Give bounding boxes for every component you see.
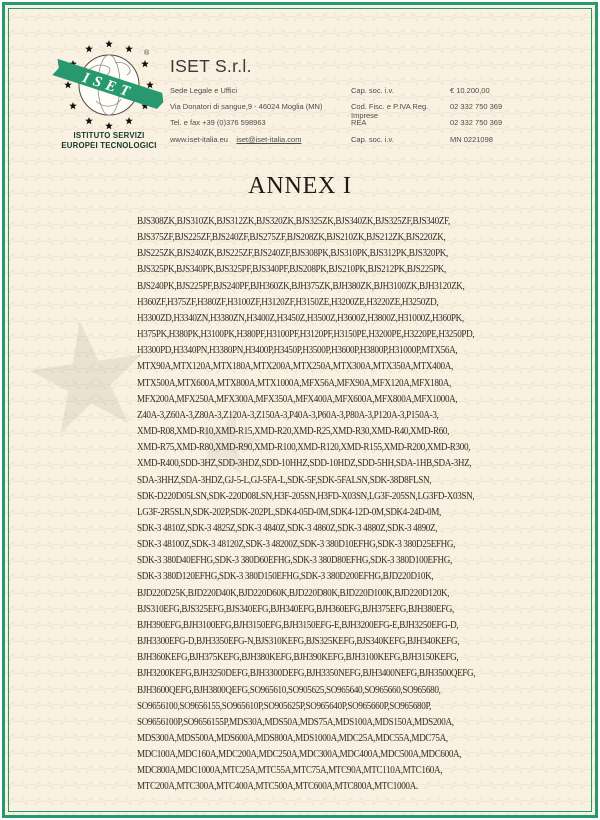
annex-line: BJS225ZK,BJS240ZK,BJS225ZF,BJS240ZF,BJS308PK,BJS310PK,BJS312PK,BJS320PK, [137,248,448,260]
annex-line: BJS240PK,BJS225PF,BJS240PF,BJH360ZK,BJH375ZK,BJH380ZK,BJH3100ZK,BJH3120ZK, [137,280,465,292]
annex-line: H360ZF,H375ZF,H380ZF,H3100ZF,H3120ZF,H3150ZE,H3200ZE,H3220ZE,H3250ZD, [137,296,439,308]
annex-line: LG3F-2R5SLN,SDK-202P,SDK-202PL,SDK4-05D-0M,SDK4-12D-0M,SDK4-24D-0M, [137,506,441,518]
rea-value: 02 332 750 369 [450,118,503,128]
company-info-grid [170,86,578,151]
annex-line: SDA-3HHZ,SDA-3HDZ,GJ-5-L,GJ-5FA-L,SDK-5F,SDK-5FALSN,SDK-38D8FLSN, [137,474,432,486]
annex-line: BJH3600QEFG,BJH3800QEFG,SO965610,SO905625,SO965640,SO965660,SO965680, [137,684,441,696]
rea-label: REA [351,118,367,128]
annex-model-list [137,214,493,796]
registered-trademark-symbol: ® [144,50,150,57]
annex-line: SO9656100,SO9656155,SO965610P,SO905625P,SO965640P,SO965660P,SO965680P, [137,700,432,712]
annex-line: BJS375ZF,BJS225ZF,BJS240ZF,BJS275ZF,BJS208ZK,BJS210ZK,BJS212ZK,BJS220ZK, [137,232,446,244]
annex-line: BJS325PK,BJS340PK,BJS325PF,BJS340PF,BJS208PK,BJS210PK,BJS212PK,BJS225PK, [137,264,446,276]
logo-caption [41,131,177,150]
email-link[interactable]: iset@iset-italia.com [236,134,302,144]
registry-value: MN 0221098 [450,134,493,144]
registry-label: Cap. soc. i.v. [351,134,394,144]
annex-line: BJS308ZK,BJS310ZK,BJS312ZK,BJS320ZK,BJS325ZK,BJS340ZK,BJS325ZF,BJS340ZF, [137,216,450,227]
annex-line: H375PK,H380PK,H3100PK,H380PF,H3100PF,H3120PF,H3150PE,H3200PE,H3220PE,H3250PD, [137,329,475,341]
company-logo [49,39,169,150]
annex-line: SDK-3 380D40EFHG,SDK-3 380D60EFHG,SDK-3 380D80EFHG,SDK-3 380D100EFHG, [137,555,452,567]
annex-line: Z40A-3,Z60A-3,Z80A-3,Z120A-3,Z150A-3,P40A-3,P60A-3,P80A-3,P120A-3,P150A-3, [137,409,439,421]
logo-caption-line1: ISTITUTO SERVIZI [73,131,145,140]
fiscal-label: Cod. Fisc. e P.IVA Reg. Imprese [351,102,429,121]
annex-line: BJH360KEFG,BJH375KEFG,BJH380KEFG,BJH390KEFG,BJH3100KEFG,BJH3150KEFG, [137,652,459,664]
annex-line: SDK-3 4810Z,SDK-3 4825Z,SDK-3 4840Z,SDK-3 4860Z,SDK-3 4880Z,SDK-3 4890Z, [137,522,438,534]
annex-line: MTX500A,MTX600A,MTX800A,MTX1000A,MFX56A,MFX90A,MFX120A,MFX180A, [137,377,451,389]
annex-line: BJH3200KEFG,BJH3250DEFG,BJH3300DEFG,BJH3350NEFG,BJH3400NEFG,BJH3500QEFG, [137,668,476,680]
annex-line: MFX200A,MFX250A,MFX300A,MFX350A,MFX400A,MFX600A,MFX800A,MFX1000A, [137,393,458,405]
info-row [170,118,578,134]
website-link[interactable]: www.iset-italia.eu [170,134,228,144]
info-row [170,86,578,102]
annex-line: BJH390EFG,BJH3100EFG,BJH3150EFG,BJH3150EFG-E,BJH3200EFG-E,BJH3250EFG-D, [137,619,459,631]
company-name: ISET S.r.l. [170,56,252,76]
annex-line: MDC100A,MDC160A,MDC200A,MDC250A,MDC300A,MDC400A,MDC500A,MDC600A, [137,749,462,761]
address-text: Via Donatori di sangue,9 - 46024 Moglia (MN) [170,102,323,112]
annex-line: XMD-R08,XMD-R10,XMD-R15,XMD-R20,XMD-R25,XMD-R30,XMD-R40,XMD-R60, [137,426,450,438]
annex-line: H3300ZD,H3340ZN,H3380ZN,H3400Z,H3450Z,H3500Z,H3600Z,H3800Z,H31000Z,H360PK, [137,312,464,324]
annex-line: SO9656100P,SO9656155P,MDS30A,MDS50A,MDS75A,MDS100A,MDS150A,MDS200A, [137,716,454,728]
document-page [2,2,598,818]
annex-line: BJS310EFG,BJS325EFG,BJS340EFG,BJH340EFG,BJH360EFG,BJH375EFG,BJH380EFG, [137,603,454,615]
star-watermark [21,313,154,446]
annex-line: XMD-R400,SDD-3HZ,SDD-3HDZ,SDD-10HHZ,SDD-10HDZ,SDD-5HH,SDA-1HB,SDA-3HZ, [137,458,472,470]
phone-text: Tel. e fax +39 (0)376 598963 [170,118,266,128]
annex-line: SDK-3 380D120EFHG,SDK-3 380D150EFHG,SDK-3 380D200EFHG,BJD220D10K, [137,571,434,583]
capital-label: Cap. soc. i.v. [351,86,394,95]
info-row [170,102,578,121]
annex-line: MDS300A,MDS500A,MDS600A,MDS800A,MDS1000A,MDC25A,MDC55A,MDC75A, [137,733,448,744]
annex-line: MDC800A,MDC1000A,MTC25A,MTC55A,MTC75A,MTC90A,MTC110A,MTC160A, [137,765,443,777]
annex-title: ANNEX I [248,173,352,199]
annex-line: SDK-D220D05LSN,SDK-220D08LSN,H3F-205SN,H3FD-X03SN,LG3F-205SN,LG3FD-X03SN, [137,490,475,502]
annex-line: BJD220D25K,BJD220D40K,BJD220D60K,BJD220D80K,BJD220D100K,BJD220D120K, [137,587,450,599]
annex-line: MTC200A,MTC300A,MTC400A,MTC500A,MTC600A,MTC800A,MTC1000A. [137,781,418,793]
iset-globe-logo [52,39,166,131]
annex-line: SDK-3 48100Z,SDK-3 48120Z,SDK-3 48200Z,SDK-3 380D10EFHG,SDK-3 380D25EFHG, [137,539,456,551]
annex-line: BJH3300EFG-D,BJH3350EFG-N,BJS310KEFG,BJS325KEFG,BJS340KEFG,BJH340KEFG, [137,636,460,648]
web-contacts [170,135,351,144]
logo-caption-line2: EUROPEI TECNOLOGICI [61,140,157,150]
capital-value: € 10.200,00 [450,86,490,95]
inner-border-frame [8,8,592,812]
annex-line: MTX90A,MTX120A,MTX180A,MTX200A,MTX250A,MTX300A,MTX350A,MTX400A, [137,361,453,373]
fiscal-value: 02 332 750 369 [450,102,503,112]
annex-line: XMD-R75,XMD-R80,XMD-R90,XMD-R100,XMD-R120,XMD-R155,XMD-R200,XMD-R300, [137,442,471,454]
office-label: Sede Legale e Uffici [170,86,237,95]
info-row [170,135,578,151]
annex-line: H3300PD,H3340PN,H3380PN,H3400P,H3450P,H3500P,H3600P,H3800P,H31000P,MTX56A, [137,345,458,357]
brand-text: ISET [80,69,137,102]
